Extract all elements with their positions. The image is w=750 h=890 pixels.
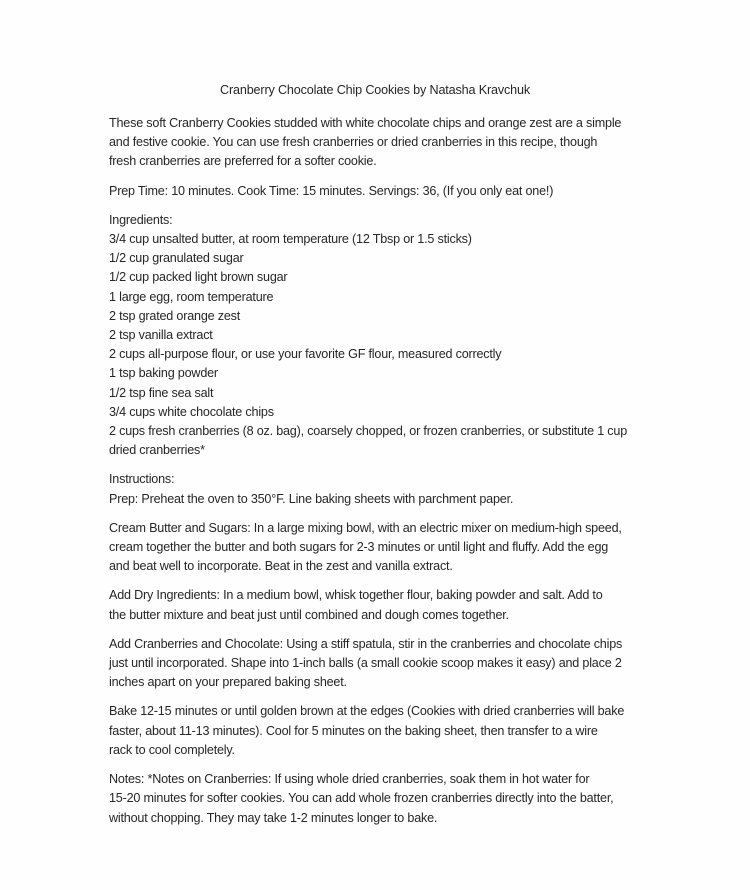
recipe-title: Cranberry Chocolate Chip Cookies by Natasha Kravchuk (220, 83, 530, 97)
notes-paragraph: Notes: *Notes on Cranberries: If using whole dried cranberries, soak them in hot water for 15-20 minutes for softer cookies. You can add whole frozen cranberries directly into the batter, without chopping. They may take 1-2 minutes longer to bake. (109, 772, 614, 825)
step-cranberries-chocolate: Add Cranberries and Chocolate: Using a stiff spatula, stir in the cranberries and chocolate chips just until incorporated. Shape into 1-inch balls (a small cookie scoop makes it easy) and place 2 inches apart on your prepared baking sheet. (109, 636, 623, 690)
intro-paragraph (109, 114, 639, 172)
ingredient-item: 2 tsp grated orange zest (109, 308, 241, 323)
ingredient-item: 1 tsp baking powder (109, 366, 218, 381)
ingredient-item: 1/2 cup granulated sugar (109, 251, 244, 266)
ingredient-item: 2 cups all-purpose flour, or use your favorite GF flour, measured correctly (109, 347, 502, 362)
ingredient-item: 2 cups fresh cranberries (8 oz. bag), coarsely chopped, or frozen cranberries, or substitute 1 cup (109, 424, 628, 439)
recipe-body (109, 114, 639, 838)
ingredient-item: 1 large egg, room temperature (109, 289, 274, 304)
prep-step: Prep: Preheat the oven to 350°F. Line baking sheets with parchment paper. (109, 491, 514, 506)
step-bake: Bake 12-15 minutes or until golden brown at the edges (Cookies with dried cranberries will bake faster, about 11-13 minutes). Cool for 5 minutes on the baking sheet, then transfer to a wire rack to cool completely. (109, 704, 625, 757)
intro-line: and festive cookie. You can use fresh cranberries or dried cranberries in this recipe, though (109, 135, 598, 150)
ingredients-list (109, 230, 639, 460)
intro-line: These soft Cranberry Cookies studded with white chocolate chips and orange zest are a simple (109, 116, 622, 130)
ingredient-item: 1/2 tsp fine sea salt (109, 385, 214, 400)
ingredient-item: 2 tsp vanilla extract (109, 328, 213, 343)
ingredients-section (109, 211, 639, 461)
instructions-heading: Instructions: (109, 472, 175, 487)
ingredient-item: 3/4 cups white chocolate chips (109, 404, 274, 419)
step-dry-ingredients: Add Dry Ingredients: In a medium bowl, whisk together flour, baking powder and salt. Add to the butter mixture and beat just until combined and dough comes together. (109, 588, 603, 622)
ingredients-heading: Ingredients: (109, 212, 173, 227)
ingredient-item: 1/2 cup packed light brown sugar (109, 270, 288, 285)
ingredient-item: dried cranberries* (109, 443, 205, 458)
step-cream-butter: Cream Butter and Sugars: In a large mixing bowl, with an electric mixer on medium-high speed, cream together the butter and both sugars for 2-3 minutes or until light and fluffy. Add the egg and beat well to incorporate. Beat in the zest and vanilla extract. (109, 520, 622, 574)
instructions-section (109, 470, 639, 508)
ingredient-item: 3/4 cup unsalted butter, at room temperature (12 Tbsp or 1.5 sticks) (109, 232, 472, 247)
intro-line: fresh cranberries are preferred for a softer cookie. (109, 154, 377, 169)
times-line: Prep Time: 10 minutes. Cook Time: 15 minutes. Servings: 36, (If you only eat one!) (109, 183, 554, 198)
